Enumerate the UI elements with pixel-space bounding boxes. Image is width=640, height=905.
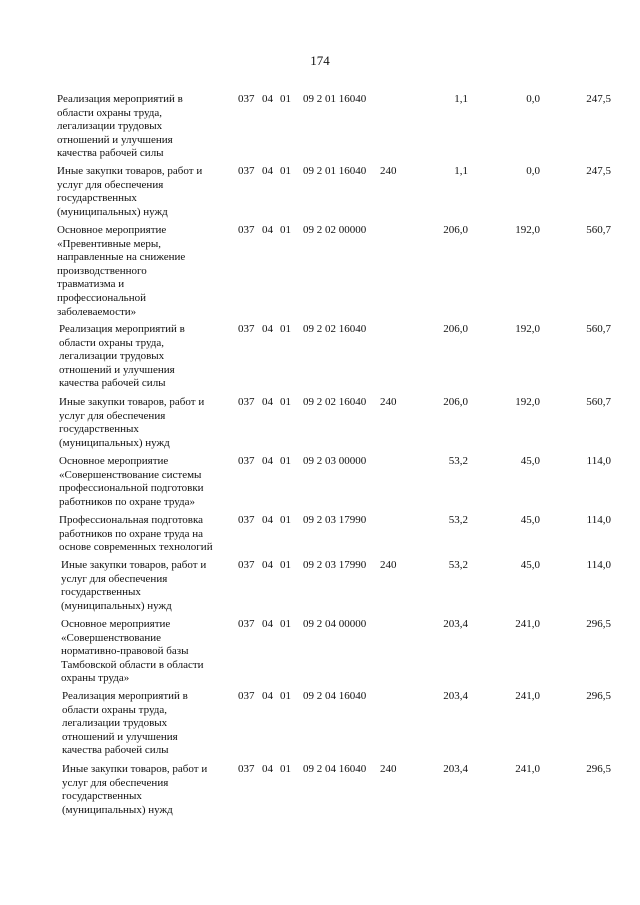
amount-2: 45,0 xyxy=(520,514,540,526)
target-code: 09 2 02 16040 xyxy=(303,396,367,408)
row-description: Иные закупки товаров, работ и услуг для обеспечения государственных (муниципальных) нужд xyxy=(59,396,205,449)
target-code: 09 2 03 00000 xyxy=(303,455,367,467)
ministry-code: 037 xyxy=(238,618,255,630)
subsection-code: 01 xyxy=(280,763,291,775)
target-code: 09 2 03 17990 xyxy=(303,514,367,526)
ministry-code: 037 xyxy=(238,514,255,526)
row-description: Реализация мероприятий в области охраны труда, легализации трудовых отношений и улучшения качества рабочей силы xyxy=(57,93,183,160)
amount-3: 296,5 xyxy=(586,763,611,775)
row-description: Профессиональная подготовка работников по охране труда на основе современных технологий xyxy=(59,514,213,554)
amount-2: 192,0 xyxy=(515,224,540,236)
amount-2: 192,0 xyxy=(515,323,540,335)
row-description: Основное мероприятие «Совершенствование нормативно-правовой базы Тамбовской области в области охраны труда» xyxy=(61,618,204,685)
subsection-code: 01 xyxy=(280,396,291,408)
ministry-code: 037 xyxy=(238,559,255,571)
amount-1: 206,0 xyxy=(443,396,468,408)
amount-1: 206,0 xyxy=(443,224,468,236)
amount-2: 45,0 xyxy=(520,559,540,571)
expense-type-code: 240 xyxy=(380,559,397,571)
row-description: Основное мероприятие «Превентивные меры, направленные на снижение производственного травматизма и профессиональной заболеваемости» xyxy=(57,224,186,318)
amount-2: 0,0 xyxy=(526,165,540,177)
amount-2: 0,0 xyxy=(526,93,540,105)
section-code: 04 xyxy=(262,559,273,571)
amount-1: 1,1 xyxy=(454,165,468,177)
section-code: 04 xyxy=(262,323,273,335)
ministry-code: 037 xyxy=(238,763,255,775)
ministry-code: 037 xyxy=(238,690,255,702)
amount-2: 45,0 xyxy=(520,455,540,467)
row-description: Основное мероприятие «Совершенствование системы профессиональной подготовки работников по охране труда» xyxy=(59,455,204,508)
row-description: Реализация мероприятий в области охраны труда, легализации трудовых отношений и улучшения качества рабочей силы xyxy=(62,690,188,757)
amount-2: 241,0 xyxy=(515,618,540,630)
amount-3: 114,0 xyxy=(586,514,611,526)
expense-type-code: 240 xyxy=(380,396,397,408)
ministry-code: 037 xyxy=(238,323,255,335)
expense-type-code: 240 xyxy=(380,763,397,775)
amount-1: 203,4 xyxy=(443,763,468,775)
subsection-code: 01 xyxy=(280,224,291,236)
section-code: 04 xyxy=(262,618,273,630)
section-code: 04 xyxy=(262,690,273,702)
target-code: 09 2 02 00000 xyxy=(303,224,367,236)
section-code: 04 xyxy=(262,396,273,408)
row-description: Иные закупки товаров, работ и услуг для обеспечения государственных (муниципальных) нужд xyxy=(61,559,207,612)
section-code: 04 xyxy=(262,165,273,177)
amount-3: 560,7 xyxy=(586,224,611,236)
ministry-code: 037 xyxy=(238,224,255,236)
amount-2: 241,0 xyxy=(515,690,540,702)
ministry-code: 037 xyxy=(238,455,255,467)
target-code: 09 2 04 00000 xyxy=(303,618,367,630)
target-code: 09 2 03 17990 xyxy=(303,559,367,571)
subsection-code: 01 xyxy=(280,93,291,105)
ministry-code: 037 xyxy=(238,93,255,105)
amount-1: 206,0 xyxy=(443,323,468,335)
amount-1: 53,2 xyxy=(448,455,468,467)
amount-3: 247,5 xyxy=(586,165,611,177)
amount-1: 203,4 xyxy=(443,690,468,702)
target-code: 09 2 04 16040 xyxy=(303,763,367,775)
expense-type-code: 240 xyxy=(380,165,397,177)
amount-3: 247,5 xyxy=(586,93,611,105)
row-description: Иные закупки товаров, работ и услуг для обеспечения государственных (муниципальных) нужд xyxy=(57,165,203,218)
target-code: 09 2 01 16040 xyxy=(303,93,367,105)
subsection-code: 01 xyxy=(280,690,291,702)
amount-3: 296,5 xyxy=(586,690,611,702)
target-code: 09 2 02 16040 xyxy=(303,323,367,335)
row-description: Реализация мероприятий в области охраны труда, легализации трудовых отношений и улучшения качества рабочей силы xyxy=(59,323,185,390)
section-code: 04 xyxy=(262,455,273,467)
subsection-code: 01 xyxy=(280,323,291,335)
subsection-code: 01 xyxy=(280,165,291,177)
amount-1: 53,2 xyxy=(448,559,468,571)
amount-1: 1,1 xyxy=(454,93,468,105)
ministry-code: 037 xyxy=(238,165,255,177)
subsection-code: 01 xyxy=(280,514,291,526)
section-code: 04 xyxy=(262,763,273,775)
row-description: Иные закупки товаров, работ и услуг для обеспечения государственных (муниципальных) нужд xyxy=(62,763,208,816)
section-code: 04 xyxy=(262,93,273,105)
amount-3: 560,7 xyxy=(586,396,611,408)
subsection-code: 01 xyxy=(280,618,291,630)
amount-2: 241,0 xyxy=(515,763,540,775)
subsection-code: 01 xyxy=(280,455,291,467)
target-code: 09 2 04 16040 xyxy=(303,690,367,702)
page-number: 174 xyxy=(310,53,330,68)
amount-3: 114,0 xyxy=(586,455,611,467)
amount-3: 560,7 xyxy=(586,323,611,335)
amount-1: 203,4 xyxy=(443,618,468,630)
ministry-code: 037 xyxy=(238,396,255,408)
amount-1: 53,2 xyxy=(448,514,468,526)
target-code: 09 2 01 16040 xyxy=(303,165,367,177)
amount-3: 114,0 xyxy=(586,559,611,571)
section-code: 04 xyxy=(262,514,273,526)
amount-3: 296,5 xyxy=(586,618,611,630)
amount-2: 192,0 xyxy=(515,396,540,408)
subsection-code: 01 xyxy=(280,559,291,571)
section-code: 04 xyxy=(262,224,273,236)
